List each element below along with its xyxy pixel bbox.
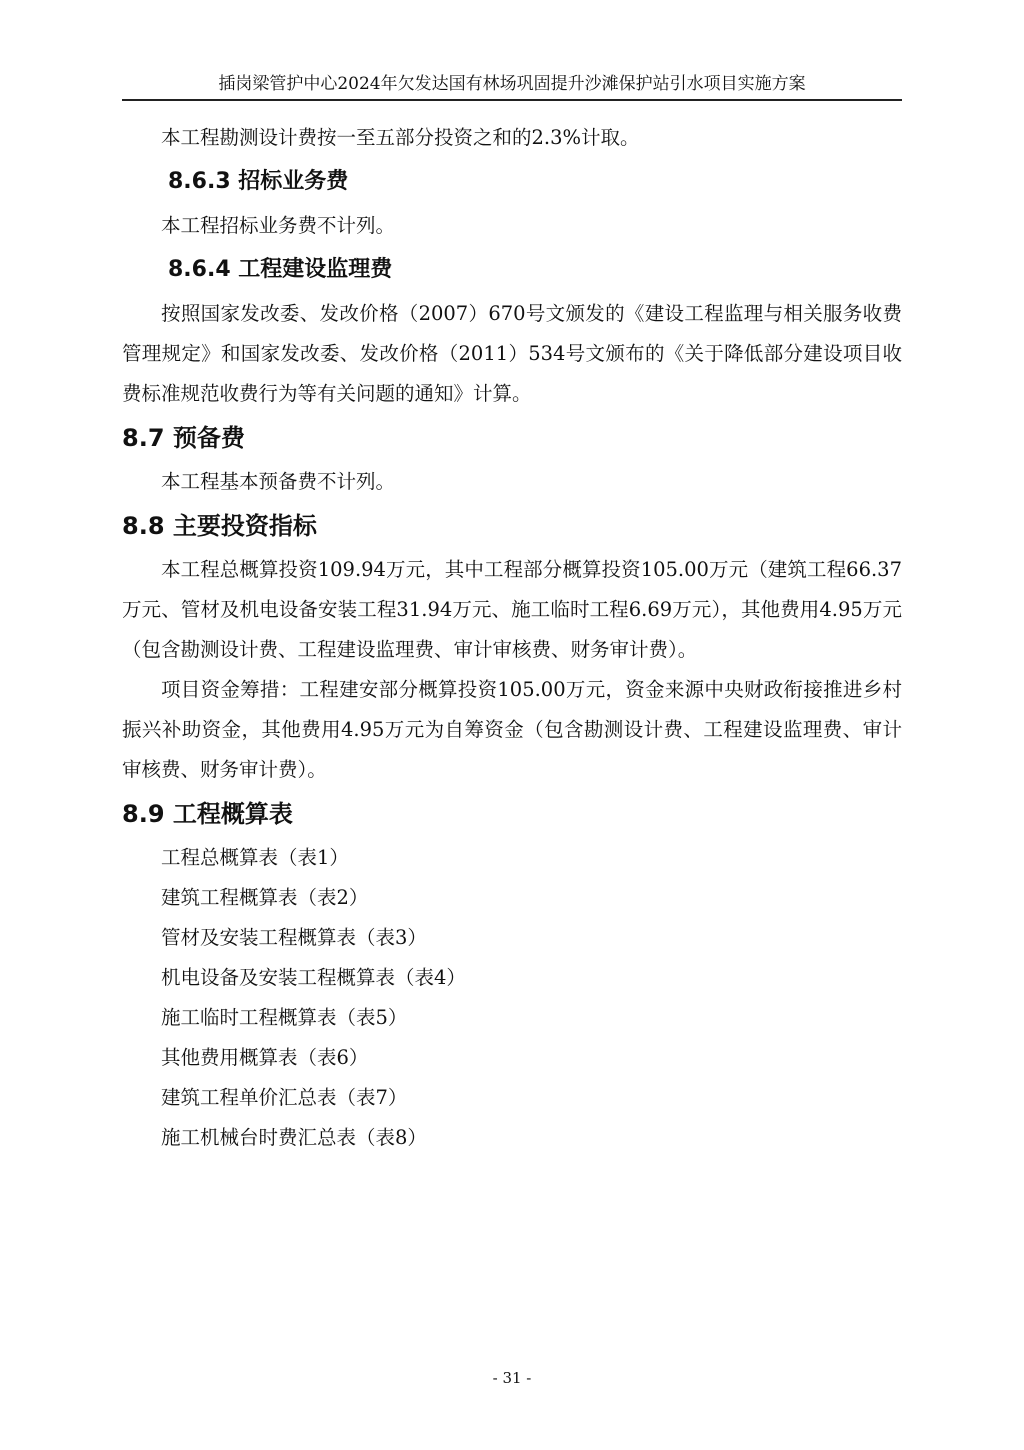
- list-item: 建筑工程概算表（表2）: [161, 886, 369, 909]
- header-divider: [122, 99, 902, 101]
- list-item: 其他费用概算表（表6）: [161, 1046, 369, 1069]
- list-item: 施工机械台时费汇总表（表8）: [161, 1126, 427, 1149]
- list-item: 管材及安装工程概算表（表3）: [161, 926, 427, 949]
- investment-summary-paragraph: 本工程总概算投资109.94万元，其中工程部分概算投资105.00万元（建筑工程66.37万元、管材及机电设备安装工程31.94万元、施工临时工程6.69万元），其他费用4.95万元（包含勘测设计费、工程建设监理费、审计审核费、财务审计费）。: [122, 558, 902, 661]
- reserve-fee-paragraph: 本工程基本预备费不计列。: [161, 470, 396, 493]
- list-item: 工程总概算表（表1）: [161, 846, 349, 869]
- funding-paragraph: 项目资金筹措：工程建安部分概算投资105.00万元，资金来源中央财政衔接推进乡村振兴补助资金，其他费用4.95万元为自筹资金（包含勘测设计费、工程建设监理费、审计审核费、财务审计费）。: [122, 678, 902, 781]
- list-item: 建筑工程单价汇总表（表7）: [161, 1086, 408, 1109]
- page-number: - 31 -: [492, 1369, 532, 1387]
- list-item: 机电设备及安装工程概算表（表4）: [161, 966, 466, 989]
- heading-8-7: 8.7 预备费: [122, 424, 245, 452]
- list-item: 施工临时工程概算表（表5）: [161, 1006, 408, 1029]
- document-body: [122, 118, 902, 1158]
- survey-fee-paragraph: 本工程勘测设计费按一至五部分投资之和的2.3%计取。: [161, 126, 640, 149]
- heading-8-6-4: 8.6.4 工程建设监理费: [168, 257, 393, 282]
- heading-8-9: 8.9 工程概算表: [122, 800, 293, 828]
- running-header-title: 插岗梁管护中心2024年欠发达国有林场巩固提升沙滩保护站引水项目实施方案: [218, 74, 806, 94]
- supervision-fee-paragraph: 按照国家发改委、发改价格（2007）670号文颁发的《建设工程监理与相关服务收费管理规定》和国家发改委、发改价格（2011）534号文颁布的《关于降低部分建设项目收费标准规范收费行为等有关问题的通知》计算。: [122, 302, 902, 405]
- heading-8-8: 8.8 主要投资指标: [122, 512, 317, 540]
- heading-8-6-3: 8.6.3 招标业务费: [168, 169, 349, 194]
- bidding-fee-paragraph: 本工程招标业务费不计列。: [161, 214, 396, 237]
- estimate-table-list: [122, 838, 902, 1158]
